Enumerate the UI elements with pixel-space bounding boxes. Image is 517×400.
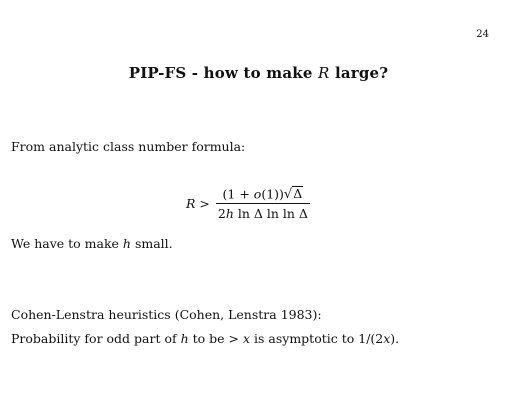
denominator-prefix: 2 xyxy=(217,206,226,222)
para4-part4: ). xyxy=(390,331,400,346)
denominator-rest: ln Δ ln ln Δ xyxy=(233,206,308,222)
para2-var: h xyxy=(122,236,131,251)
class-number-formula xyxy=(186,186,310,221)
numerator-left: (1 + xyxy=(222,186,254,202)
numerator-o: o xyxy=(253,186,262,202)
para4-var-x2: x xyxy=(383,331,391,346)
formula-lhs: R > xyxy=(186,196,210,212)
intro-paragraph: From analytic class number formula: xyxy=(11,139,246,154)
denominator-var: h xyxy=(225,206,234,222)
heuristics-paragraph: Cohen-Lenstra heuristics (Cohen, Lenstra 1983): xyxy=(11,307,322,322)
radicand: Δ xyxy=(293,186,303,201)
para2-before: We have to make xyxy=(11,236,123,251)
numerator-mid: (1)) xyxy=(261,186,284,202)
radical-sign: √ xyxy=(283,187,293,203)
title-prefix: PIP-FS - how to make xyxy=(128,64,319,82)
title-suffix: large? xyxy=(329,64,389,82)
para2-after: small. xyxy=(130,236,173,251)
formula-denominator xyxy=(216,204,310,221)
sqrt-expression xyxy=(284,186,303,201)
make-h-small-paragraph xyxy=(11,236,173,251)
slide-title xyxy=(0,64,517,82)
para4-var-h: h xyxy=(180,331,189,346)
probability-paragraph xyxy=(11,331,399,346)
title-math-var: R xyxy=(318,64,330,82)
page-number: 24 xyxy=(476,29,489,40)
para4-part1: Probability for odd part of xyxy=(11,331,181,346)
formula-numerator xyxy=(221,186,306,203)
para4-part2: to be > xyxy=(188,331,243,346)
formula-fraction xyxy=(216,186,310,221)
para4-part3: is asymptotic to 1/(2 xyxy=(250,331,384,346)
para4-var-x: x xyxy=(242,331,251,346)
